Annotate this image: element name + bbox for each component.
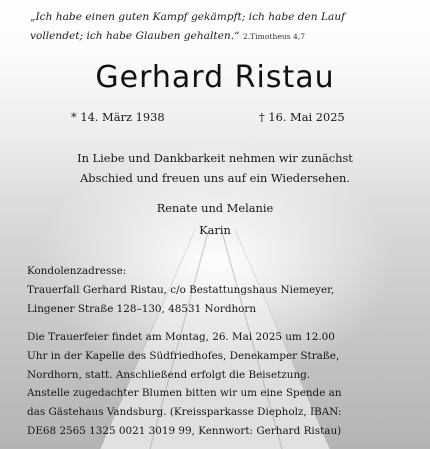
ceremony-line-1: Die Trauerfeier findet am Montag, 26. Mai 2025 um 12.00 — [27, 331, 335, 343]
mourners-line-2: Karin — [199, 223, 231, 237]
bible-quote — [30, 8, 410, 46]
quote-line-2 — [30, 27, 410, 46]
ceremony-line-2: Uhr in der Kapelle des Südfriedhofes, Denekamper Straße, — [27, 350, 340, 362]
quote-reference: 2.Timotheus 4,7 — [242, 32, 306, 41]
birth-date: * 14. März 1938 — [71, 110, 165, 124]
farewell-line-1: In Liebe und Dankbarkeit nehmen wir zunächst — [77, 151, 353, 165]
mourners-line-1: Renate und Melanie — [156, 201, 274, 215]
donation-line-2: das Gästehaus Vandsburg. (Kreissparkasse Diepholz, IBAN: — [27, 406, 342, 418]
address-line-2: Lingener Straße 128–130, 48531 Nordhorn — [27, 303, 257, 315]
farewell-line-2: Abschied und freuen uns auf ein Wiedersehen. — [80, 171, 350, 185]
address-line-1: Trauerfall Gerhard Ristau, c/o Bestattungshaus Niemeyer, — [27, 284, 335, 296]
farewell-text — [0, 148, 430, 188]
donation-request — [27, 384, 411, 441]
ceremony-line-3: Nordhorn, statt. Anschließend erfolgt die Beisetzung. — [27, 369, 311, 381]
donation-line-1: Anstelle zugedachter Blumen bitten wir um eine Spende an — [27, 387, 342, 399]
death-date: † 16. Mai 2025 — [259, 110, 345, 124]
deceased-name: Gerhard Ristau — [95, 60, 335, 95]
condolence-address — [27, 281, 411, 319]
donation-line-3: DE68 2565 1325 0021 3019 99, Kennwort: Gerhard Ristau) — [27, 425, 342, 437]
quote-line-1: „Ich habe einen guten Kampf gekämpft; ich habe den Lauf — [30, 11, 346, 23]
quote-line-2-text: vollendet; ich habe Glauben gehalten.“ — [30, 30, 240, 42]
funeral-ceremony-info — [27, 328, 411, 385]
condolence-address-label: Kondolenzadresse: — [27, 265, 127, 277]
